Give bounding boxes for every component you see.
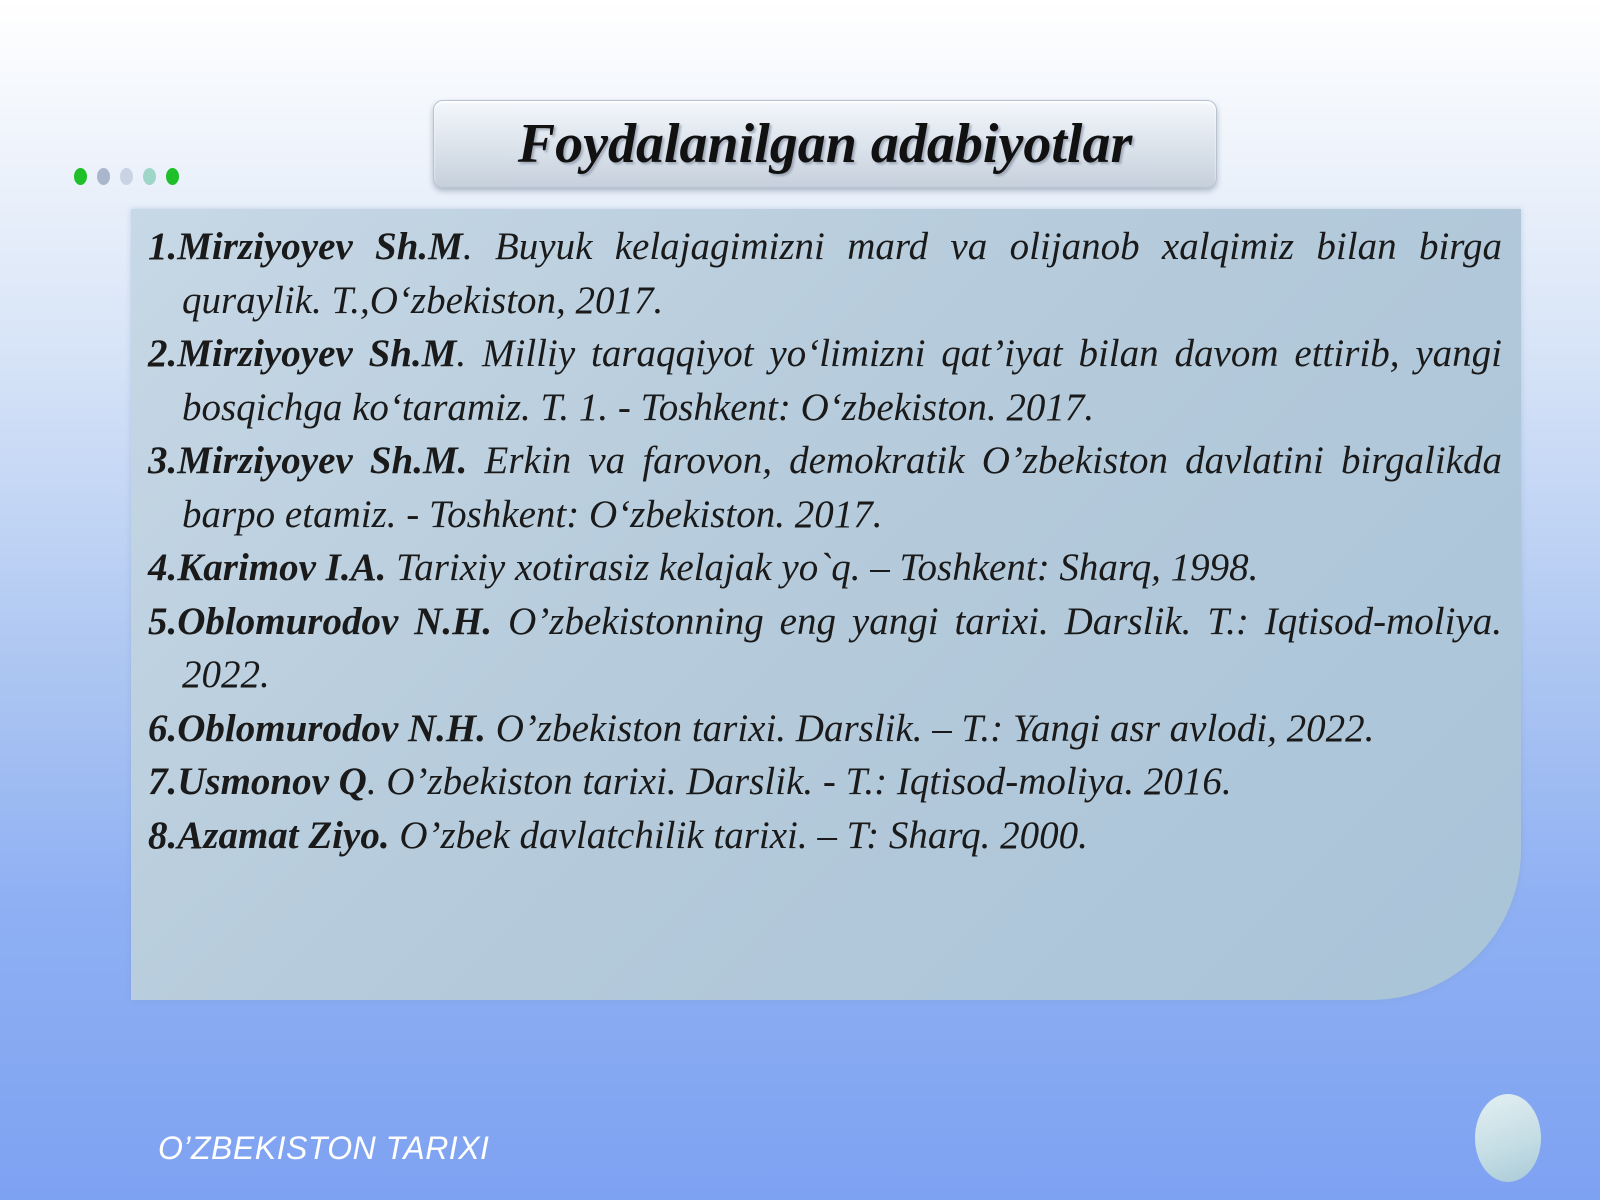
reference-item-4 (148, 541, 1502, 595)
dot-5 (166, 168, 179, 185)
slide-title: Foydalanilgan adabiyotlar (517, 113, 1133, 175)
dot-4 (143, 168, 156, 185)
reference-item-7 (148, 755, 1502, 809)
reference-number: 5. (148, 599, 178, 643)
reference-item-1 (148, 220, 1502, 327)
reference-list (148, 220, 1502, 862)
corner-oval-decoration (1475, 1094, 1541, 1182)
reference-number: 8. (148, 813, 178, 857)
reference-author: Oblomurodov N.H. (177, 706, 487, 750)
reference-text: O’zbekistonning eng yangi tarixi. Darslik. T.: Iqtisod-moliya. 2022. (182, 599, 1502, 696)
reference-author: Mirziyoyev Sh.M (177, 332, 457, 375)
title-box (433, 100, 1217, 188)
reference-author: Mirziyoyev Sh.M. (177, 439, 468, 482)
reference-author: Mirziyoyev Sh.M (177, 225, 463, 268)
reference-number: 7. (148, 760, 178, 803)
reference-item-6 (148, 702, 1502, 756)
reference-text: Tarixiy xotirasiz kelajak yo`q. – Toshkent: Sharq, 1998. (386, 546, 1259, 589)
reference-author: Karimov I.A. (177, 546, 387, 589)
dot-3 (120, 168, 133, 185)
reference-number: 4. (148, 546, 178, 589)
decorative-dots (74, 168, 179, 185)
dot-1 (74, 168, 87, 185)
reference-author: Oblomurodov N.H. (177, 599, 493, 643)
reference-text: . Milliy taraqqiyot yo‘limizni qat’iyat bilan davom ettirib, yangi bosqichga ko‘taramiz. T. 1. - Toshkent: O‘zbekiston. 2017. (182, 332, 1502, 429)
reference-item-2 (148, 327, 1502, 434)
footer-subject: O’ZBEKISTON TARIXI (158, 1130, 490, 1166)
dot-2 (97, 168, 110, 185)
reference-author: Azamat Ziyo. (177, 813, 390, 857)
reference-item-3 (148, 434, 1502, 541)
reference-item-8 (148, 809, 1502, 863)
reference-text: Erkin va farovon, demokratik O’zbekiston davlatini birgalikda barpo etamiz. - Toshkent: O‘zbekiston. 2017. (182, 439, 1502, 536)
reference-number: 1. (148, 225, 178, 268)
reference-number: 3. (148, 439, 178, 482)
reference-author: Usmonov Q (177, 760, 367, 803)
reference-number: 6. (148, 706, 178, 750)
reference-text: . Buyuk kelajagimizni mard va olijanob xalqimiz bilan birga quraylik. T.,O‘zbekiston, 2017. (182, 225, 1503, 322)
reference-number: 2. (148, 332, 178, 375)
reference-text: . O’zbekiston tarixi. Darslik. - T.: Iqtisod-moliya. 2016. (366, 760, 1232, 803)
reference-item-5 (148, 595, 1502, 702)
reference-text: O’zbekiston tarixi. Darslik. – T.: Yangi asr avlodi, 2022. (486, 706, 1375, 750)
reference-text: O’zbek davlatchilik tarixi. – T: Sharq. 2000. (389, 813, 1088, 857)
